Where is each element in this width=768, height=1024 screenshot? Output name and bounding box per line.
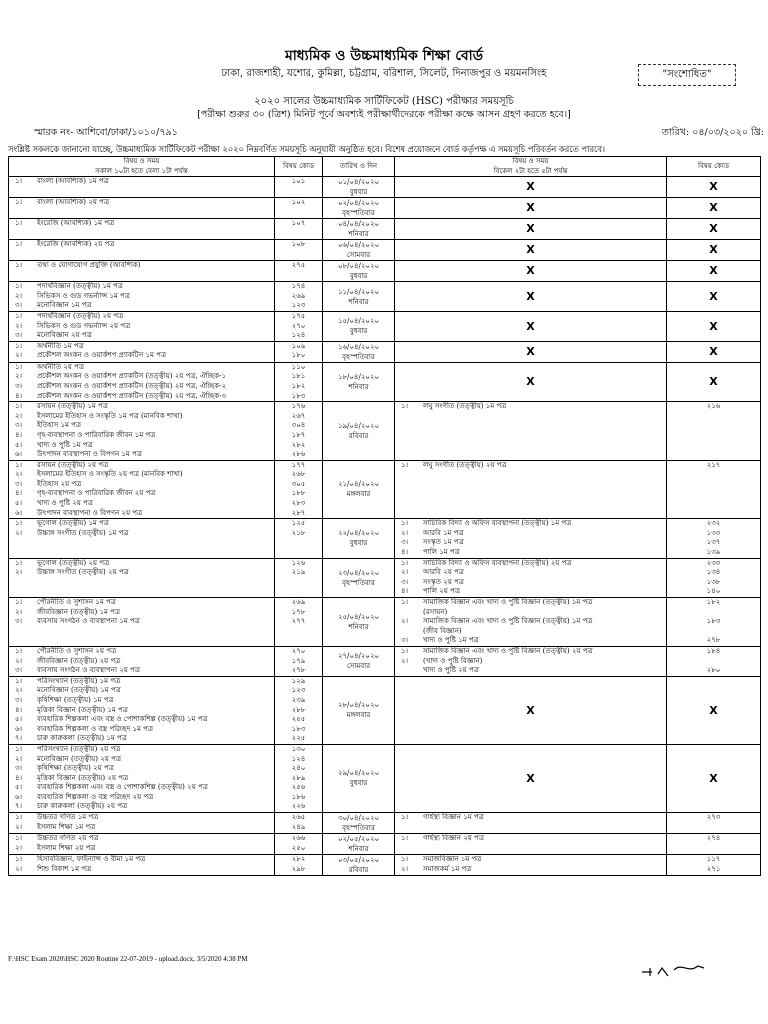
morning-subjects-cell [9, 240, 275, 261]
exam-date: ১৫/০৪/২০২০ [337, 317, 380, 326]
afternoon-code-cell: ২১৬ [667, 402, 761, 461]
morning-subjects-cell [9, 598, 275, 647]
subject-line: (রসায়ন) [423, 607, 448, 616]
exam-date: ২২/০৪/২০২০ [337, 529, 380, 538]
subject-code-cell: ১০১ [275, 177, 323, 198]
morning-subjects-cell [9, 341, 275, 362]
exam-date: ০৮/০৪/২০২০ [337, 262, 380, 271]
subject-line: ২। জীববিজ্ঞান (তত্ত্বীয়) ১ম পত্র [15, 607, 121, 616]
exam-date: ১১/০৪/২০২০ [337, 287, 380, 296]
table-row [9, 219, 761, 240]
table-row [9, 744, 761, 812]
subject-line: ১। ভূগোল (তত্ত্বীয়) ২য় পত্র [15, 558, 110, 567]
exam-day: বৃহস্পতিবার [342, 824, 375, 833]
afternoon-subjects-cell [395, 460, 667, 519]
morning-subjects-cell [9, 519, 275, 558]
subject-line: ১। অর্থনীতি ১ম পত্র [15, 341, 84, 350]
morning-subjects-cell [9, 282, 275, 312]
subject-line: ৪। গৃহ-ব্যবস্থাপনা ও পারিবারিক জীবন ২য় পত্র [15, 489, 156, 498]
exam-title: ২০২০ সালের উচ্চমাধ্যমিক সার্টিফিকেট (HSC) পরীক্ষার সময়সূচি [254, 96, 514, 107]
afternoon-code-cell: X [667, 341, 761, 362]
afternoon-code-cell: ১১৭ ২৭১ [667, 855, 761, 876]
subject-line: ৪। পালি ১ম পত্র [401, 548, 460, 557]
exam-date: ১৮/০৪/২০২০ [337, 372, 380, 381]
date-day-cell [323, 341, 395, 362]
date-day-cell [323, 261, 395, 282]
subject-code-cell: ২৮২ ২৯৮ [275, 855, 323, 876]
morning-subjects-cell [9, 311, 275, 341]
morning-subjects-cell [9, 813, 275, 834]
subject-line: ৪। মৃত্তিকা বিজ্ঞান (তত্ত্বীয়) ২য় পত্র [15, 773, 129, 782]
subject-code-cell: ১২৯ ১২৩ ২৩৯ ২৮৮ ২৫৫ ১৮৩ ২২৫ [275, 676, 323, 744]
afternoon-subjects-cell: X [395, 240, 667, 261]
subject-line: ৩। ইতিহাস ১ম পত্র [15, 421, 82, 430]
subject-code-cell: ২৭০ ১৭৯ ২৭৮ [275, 646, 323, 676]
subject-code-cell: ১৩০ ১২৪ ২৪০ ২৮৯ ২৫৬ ১৮৬ ২২৬ [275, 744, 323, 812]
exam-day: শনিবার [348, 382, 369, 391]
table-row [9, 362, 761, 401]
exam-day: বৃহস্পতিবার [342, 209, 375, 218]
morning-subjects-cell [9, 676, 275, 744]
afternoon-code-cell: ১৮৪ ২৮০ [667, 646, 761, 676]
subject-line: ২। সামাজিক বিজ্ঞান এবং খাদ্য ও পুষ্টি বিজ্ঞান (তত্ত্বীয়) ১ম পত্র [401, 617, 593, 626]
exam-date: ০৪/০৪/২০২০ [337, 220, 380, 229]
table-row [9, 311, 761, 341]
subject-code-cell: ১১০ ১৮১ ১৮২ ১৮৩ [275, 362, 323, 401]
exam-date: ০৩/০৫/২০২০ [337, 856, 380, 865]
date-day-cell [323, 676, 395, 744]
subject-line: ২। মনোবিজ্ঞান (তত্ত্বীয়) ১ম পত্র [15, 686, 121, 695]
afternoon-subjects-cell [395, 813, 667, 834]
subject-line: ২। সিভিকস ও গুড গভর্ন্যান্স ২য় পত্র [15, 321, 131, 330]
subject-line: ১। পরিসংখ্যান (তত্ত্বীয়) ২য় পত্র [15, 744, 121, 753]
date-day-cell [323, 558, 395, 597]
date-day-cell [323, 282, 395, 312]
subject-code-cell: ১৭৫ ২৭০ ১২৪ [275, 311, 323, 341]
subject-line: ২। প্রকৌশল অংকন ও ওয়ার্কশপ প্র্যাকটিস ১ম পত্র [15, 351, 166, 360]
afternoon-subjects-cell: X [395, 341, 667, 362]
date-day-cell [323, 519, 395, 558]
afternoon-subjects-cell: X [395, 282, 667, 312]
date-day-cell [323, 744, 395, 812]
subject-code-cell: ১৭৬ ২৬৭ ৩০৪ ১৮৭ ২৮২ ২৮৬ [275, 402, 323, 461]
revised-badge: "সংশোধিত" [638, 64, 736, 86]
subject-code-cell: ১০২ [275, 198, 323, 219]
afternoon-code-cell: X [667, 261, 761, 282]
afternoon-code-cell: ১৮২ ১৮৩ ২৭৮ [667, 598, 761, 647]
subject-line: ৩। মনোবিজ্ঞান ১ম পত্র [15, 301, 92, 310]
subject-line: ২। ইসলাম শিক্ষা ২য় পত্র [15, 843, 96, 852]
header-date-day: তারিখ ও দিন [323, 157, 395, 177]
table-row [9, 177, 761, 198]
subject-line: ৬। উৎপাদন ব্যবস্থাপনা ও বিপণন ১ম পত্র [15, 450, 142, 459]
subject-line: ১। গার্হস্থ্য বিজ্ঞান ২য় পত্র [401, 834, 485, 843]
morning-subjects-cell [9, 460, 275, 519]
subject-line: ১। ইংরেজি (আবশ্যিক) ১ম পত্র [15, 219, 115, 228]
subject-line: ৫। খাদ্য ও পুষ্টি ১ম পত্র [15, 440, 93, 449]
notice-text: সংশ্লিষ্ট সকলকে জানানো যাচ্ছে, উচ্চমাধ্যমিক সার্টিফিকেট পরীক্ষা ২০২০ নিম্নবর্ণিত সময়সূচি অনুযায়ী অনুষ্ঠিত হবে। বিশেষ প্রয়োজনে বোর্ড কর্তৃপক্ষ এ সময়সূচি পরিবর্তন করতে পারবে। [8, 144, 605, 154]
subject-line: ২। আরবি ১ম পত্র [401, 528, 464, 537]
subject-line: খাদ্য ও পুষ্টি ২য় পত্র [423, 666, 479, 675]
subject-line: ১। লঘু সংগীত (তত্ত্বীয়) ১ম পত্র [401, 402, 507, 411]
subject-line: ১। হিসাববিজ্ঞান, ফাইন্যান্স ও বীমা ১ম পত্র [15, 855, 146, 864]
board-cities: ঢাকা, রাজশাহী, যশোর, কুমিল্লা, চট্টগ্রাম, বরিশাল, সিলেট, দিনাজপুর ও ময়মনসিংহ [221, 68, 547, 79]
subject-line: ১। পদার্থবিজ্ঞান (তত্ত্বীয়) ১ম পত্র [15, 282, 123, 291]
subject-code-cell: ১৭৪ ২৬৯ ১২৩ [275, 282, 323, 312]
subject-line: ১। পৌরনীতি ও সুশাসন ২য় পত্র [15, 646, 117, 655]
table-row [9, 558, 761, 597]
date-day-cell [323, 219, 395, 240]
date-day-cell [323, 311, 395, 341]
exam-day: শনিবার [348, 230, 369, 239]
subject-line: ১। অর্থনীতি ২য় পত্র [15, 362, 85, 371]
exam-day: বুধবার [349, 327, 368, 336]
exam-day: শনিবার [348, 297, 369, 306]
subject-line: ১। সাচিবিক বিদ্যা ও অফিস ব্যবস্থাপনা (তত্ত্বীয়) ১ম পত্র [401, 519, 572, 528]
morning-subjects-cell [9, 362, 275, 401]
subject-line: ৪। প্রকৌশল অংকন ও ওয়ার্কশপ প্র্যাকটিস (তত্ত্বীয়) ২য় পত্র, ঐচ্ছিক-৩ [15, 391, 227, 400]
subject-code-cell: ২৬৯ ১৭৮ ২৭৭ [275, 598, 323, 647]
subject-line: ২। জীববিজ্ঞান (তত্ত্বীয়) ২য় পত্র [15, 656, 121, 665]
date-day-cell [323, 198, 395, 219]
subject-line: ২। ইসলামের ইতিহাস ও সংস্কৃতি ২য় পত্র (মানবিক শাখা) [15, 470, 183, 479]
subject-line: ১। রসায়ন (তত্ত্বীয়) ২য় পত্র [15, 460, 109, 469]
exam-date: ২৮/০৪/২০২০ [337, 701, 380, 710]
date-day-cell [323, 646, 395, 676]
table-body [9, 177, 761, 876]
date-day-cell [323, 362, 395, 401]
table-row [9, 855, 761, 876]
table-row [9, 676, 761, 744]
exam-day: রবিবার [348, 866, 369, 875]
subject-line: ৪। পালি ২য় পত্র [401, 587, 461, 596]
afternoon-code-cell: ২৭৩ [667, 813, 761, 834]
date-day-cell [323, 855, 395, 876]
subject-line: ৫। ব্যবহারিক শিল্পকলা এবং বস্ত্র ও পোশাকশিল্প (তত্ত্বীয়) ২য় পত্র [15, 783, 208, 792]
afternoon-code-cell: X [667, 362, 761, 401]
date-day-cell [323, 598, 395, 647]
date-day-cell [323, 402, 395, 461]
header-morning: বিষয় ও সময় সকাল ১০টা হতে বেলা ১টা পর্যন্ত [9, 157, 275, 177]
afternoon-subjects-cell: X [395, 198, 667, 219]
exam-day: সোমবার [346, 662, 371, 671]
exam-date: ৩০/০৪/২০২০ [337, 814, 380, 823]
exam-date: ০১/০৪/২০২০ [337, 178, 380, 187]
exam-date: ০২/০৫/২০২০ [337, 835, 380, 844]
subject-line: ২। সিভিকস ও গুড গভর্ন্যান্স ১ম পত্র [15, 291, 130, 300]
table-row [9, 813, 761, 834]
subject-line: ৩। ব্যবসায় সংগঠন ও ব্যবস্থাপনা ১ম পত্র [15, 617, 140, 626]
table-row [9, 834, 761, 855]
subject-line: ৪। গৃহ-ব্যবস্থাপনা ও পারিবারিক জীবন ১ম পত্র [15, 430, 156, 439]
afternoon-subjects-cell: X [395, 362, 667, 401]
exam-day: মঙ্গলবার [346, 711, 371, 720]
routine-table [8, 156, 761, 876]
afternoon-subjects-cell [395, 598, 667, 647]
subject-line: ৩। খাদ্য ও পুষ্টি ১ম পত্র [401, 636, 479, 645]
exam-day: রবিবার [348, 431, 369, 440]
subject-line: ৫। খাদ্য ও পুষ্টি ২য় পত্র [15, 499, 93, 508]
exam-day: বৃহস্পতিবার [342, 352, 375, 361]
table-row [9, 598, 761, 647]
table-row [9, 261, 761, 282]
subject-code-cell: ১২৬ ২১৯ [275, 558, 323, 597]
subject-line: ৭। চারু কারুকলা (তত্ত্বীয়) ১ম পত্র [15, 734, 127, 743]
exam-date: ২৩/০৪/২০২০ [337, 568, 380, 577]
subject-line: ১। উচ্চতর গণিত ১ম পত্র [15, 813, 99, 822]
exam-day: শনিবার [348, 845, 369, 854]
date-day-cell [323, 240, 395, 261]
subject-line: ১। বাংলা (আবশ্যিক) ২য় পত্র [15, 198, 110, 207]
subject-line: ১। সমাজবিজ্ঞান ১ম পত্র [401, 855, 482, 864]
morning-subjects-cell [9, 198, 275, 219]
afternoon-subjects-cell: X [395, 744, 667, 812]
subject-line: ১। রসায়ন (তত্ত্বীয়) ১ম পত্র [15, 402, 108, 411]
subject-line: ২। মনোবিজ্ঞান (তত্ত্বীয়) ২য় পত্র [15, 754, 122, 763]
subject-line: ৪। মৃত্তিকা বিজ্ঞান (তত্ত্বীয়) ১ম পত্র [15, 705, 128, 714]
subject-code-cell: ২৬৫ ২৪৯ [275, 813, 323, 834]
file-path-footer: F:\HSC Exam 2020\HSC 2020 Routine 22-07-2019 - upload.docx, 3/5/2020 4:38 PM [8, 955, 248, 963]
subject-line: ৩। কৃষিশিক্ষা (তত্ত্বীয়) ২য় পত্র [15, 764, 114, 773]
signature-image [638, 958, 708, 980]
subject-line: ৩। কৃষিশিক্ষা (তত্ত্বীয়) ১ম পত্র [15, 695, 114, 704]
morning-subjects-cell [9, 558, 275, 597]
table-header-row [9, 157, 761, 177]
subject-line: ২। ইসলামের ইতিহাস ও সংস্কৃতি ১ম পত্র (মানবিক শাখা) [15, 411, 183, 420]
subject-line: ৩। সংস্কৃত ১ম পত্র [401, 538, 464, 547]
afternoon-subjects-cell: X [395, 219, 667, 240]
table-row [9, 402, 761, 461]
memo-date: তারিখ: ০৪/০৩/২০২০ খ্রি: [661, 127, 764, 138]
table-row [9, 460, 761, 519]
exam-date: ২৭/০৪/২০২০ [337, 652, 380, 661]
exam-date: ১৯/০৪/২০২০ [337, 421, 380, 430]
afternoon-subjects-cell [395, 646, 667, 676]
date-day-cell [323, 177, 395, 198]
exam-day: বুধবার [349, 779, 368, 788]
subject-line: ১। উচ্চতর গণিত ২য় পত্র [15, 834, 99, 843]
table-row [9, 646, 761, 676]
exam-date: ২৯/০৪/২০২০ [337, 769, 380, 778]
morning-subjects-cell [9, 646, 275, 676]
exam-day: বুধবার [349, 539, 368, 548]
subject-line: ৩। প্রকৌশল অংকন ও ওয়ার্কশপ প্র্যাকটিস (তত্ত্বীয়) ২য় পত্র, ঐচ্ছিক-২ [15, 381, 227, 390]
exam-date: ১৬/০৪/২০২০ [337, 342, 380, 351]
subject-line: ১। সাচিবিক বিদ্যা ও অফিস ব্যবস্থাপনা (তত্ত্বীয়) ২য় পত্র [401, 558, 572, 567]
afternoon-code-cell: X [667, 676, 761, 744]
subject-code-cell: ১২৫ ২১৮ [275, 519, 323, 558]
afternoon-subjects-cell: X [395, 261, 667, 282]
afternoon-subjects-cell [395, 519, 667, 558]
subject-line: ২। সমাজকর্ম ১ম পত্র [401, 864, 472, 873]
subject-line: ৭। চারু কারুকলা (তত্ত্বীয়) ২য় পত্র [15, 802, 128, 811]
morning-subjects-cell [9, 219, 275, 240]
exam-day: বুধবার [349, 272, 368, 281]
afternoon-code-cell: X [667, 282, 761, 312]
exam-day: বুধবার [349, 188, 368, 197]
board-title: মাধ্যমিক ও উচ্চমাধ্যমিক শিক্ষা বোর্ড [284, 48, 484, 64]
afternoon-code-cell: ২৭৪ [667, 834, 761, 855]
afternoon-code-cell: X [667, 744, 761, 812]
afternoon-code-cell: ২৩২ ১৩৩ ১৩৭ ১৩৯ [667, 519, 761, 558]
afternoon-subjects-cell: X [395, 177, 667, 198]
subject-line: ২। আরবি ২য় পত্র [401, 568, 464, 577]
subject-code-cell: ২৭৫ [275, 261, 323, 282]
subject-code-cell: ২৬৬ ২৫০ [275, 834, 323, 855]
exam-day: বৃহস্পতিবার [342, 578, 375, 587]
subject-line: ২। উচ্চাঙ্গ সংগীত (তত্ত্বীয়) ১ম পত্র [15, 528, 129, 537]
exam-date: ২১/০৪/২০২০ [337, 480, 380, 489]
subject-code-cell: ১০৮ [275, 240, 323, 261]
subject-line: (জীব বিজ্ঞান) [423, 626, 462, 635]
date-day-cell [323, 813, 395, 834]
subject-code-cell: ১০৯ ১৮০ [275, 341, 323, 362]
subject-line: ৫। ব্যবহারিক শিল্পকলা এবং বস্ত্র ও পোশাকশিল্প (তত্ত্বীয়) ১ম পত্র [15, 715, 208, 724]
subject-line: ১। লঘু সংগীত (তত্ত্বীয়) ২য় পত্র [401, 460, 507, 469]
subject-line: ১। পদার্থবিজ্ঞান (তত্ত্বীয়) ২য় পত্র [15, 311, 124, 320]
afternoon-subjects-cell [395, 402, 667, 461]
afternoon-subjects-cell: X [395, 676, 667, 744]
subject-line: ২। (খাদ্য ও পুষ্টি বিজ্ঞান) [401, 656, 483, 665]
morning-subjects-cell [9, 177, 275, 198]
subject-line: ৩। ব্যবসায় সংগঠন ও ব্যবস্থাপনা ২য় পত্র [15, 666, 141, 675]
date-day-cell [323, 460, 395, 519]
exam-date: ২৫/০৪/২০২০ [337, 612, 380, 621]
subject-line: ১। গার্হস্থ্য বিজ্ঞান ১ম পত্র [401, 813, 484, 822]
exam-date: ০২/০৪/২০২০ [337, 199, 380, 208]
subject-line: ১। সামাজিক বিজ্ঞান এবং খাদ্য ও পুষ্টি বিজ্ঞান (তত্ত্বীয়) ১ম পত্র [401, 598, 593, 606]
exam-day: সোমবার [346, 251, 371, 260]
table-row [9, 240, 761, 261]
afternoon-subjects-cell: X [395, 311, 667, 341]
afternoon-code-cell: X [667, 198, 761, 219]
subject-line: ২। শিশু বিকাশ ১ম পত্র [15, 864, 92, 873]
morning-subjects-cell [9, 261, 275, 282]
morning-subjects-cell [9, 855, 275, 876]
subject-line: ১। বাংলা (আবশ্যিক) ১ম পত্র [15, 177, 109, 186]
subject-line: ১। পৌরনীতি ও সুশাসন ১ম পত্র [15, 598, 116, 606]
subject-line: ২। উচ্চাঙ্গ সংগীত (তত্ত্বীয়) ২য় পত্র [15, 568, 129, 577]
subject-code-cell: ১৭৭ ২৬৮ ৩০৫ ১৮৮ ২৮৩ ২৮৭ [275, 460, 323, 519]
table-row [9, 341, 761, 362]
subject-line: ১। পরিসংখ্যান (তত্ত্বীয়) ১ম পত্র [15, 676, 121, 685]
afternoon-code-cell: X [667, 311, 761, 341]
subject-line: ৩। ইতিহাস ২য় পত্র [15, 479, 82, 488]
morning-subjects-cell [9, 744, 275, 812]
exam-instruction: [পরীক্ষা শুরুর ৩০ (ত্রিশ) মিনিট পূর্বে অবশ্যই পরীক্ষার্থীদেরকে পরীক্ষা কক্ষে আসন গ্রহণ করতে হবে।] [197, 109, 571, 120]
afternoon-code-cell: X [667, 219, 761, 240]
subject-line: ১। সামাজিক বিজ্ঞান এবং খাদ্য ও পুষ্টি বিজ্ঞান (তত্ত্বীয়) ২য় পত্র [401, 646, 593, 655]
subject-line: ৩। মনোবিজ্ঞান ২য় পত্র [15, 331, 92, 340]
subject-code-cell: ১০৭ [275, 219, 323, 240]
exam-date: ০৬/০৪/২০২০ [337, 241, 380, 250]
table-row [9, 198, 761, 219]
memo-number: স্মারক নং- আশিবো/ঢাকা/১০১০/৭৯১ [34, 127, 178, 138]
table-row [9, 282, 761, 312]
subject-line: ১। ভূগোল (তত্ত্বীয়) ১ম পত্র [15, 519, 109, 528]
subject-line: ৩। সংস্কৃত ২য় পত্র [401, 577, 464, 586]
exam-day: মঙ্গলবার [346, 490, 371, 499]
afternoon-code-cell: ২৩৩ ১৩৪ ১৩৮ ১৪০ [667, 558, 761, 597]
afternoon-subjects-cell [395, 855, 667, 876]
afternoon-code-cell: X [667, 177, 761, 198]
header-subject-code: বিষয় কোড [275, 157, 323, 177]
morning-subjects-cell [9, 402, 275, 461]
afternoon-subjects-cell [395, 558, 667, 597]
afternoon-code-cell: ২১৭ [667, 460, 761, 519]
header-afternoon: বিষয় ও সময় বিকেল ২টা হতে ৫টা পর্যন্ত [395, 157, 667, 177]
subject-line: ৬। ব্যবহারিক শিল্পকলা ও বস্ত্র পরিচ্ছদ ২য় পত্র [15, 792, 154, 801]
subject-line: ১। ইংরেজি (আবশ্যিক) ২য় পত্র [15, 240, 115, 249]
afternoon-code-cell: X [667, 240, 761, 261]
subject-line: ১। তথ্য ও যোগাযোগ প্রযুক্তি (আবশ্যিক) [15, 261, 141, 270]
afternoon-subjects-cell [395, 834, 667, 855]
exam-day: শনিবার [348, 622, 369, 631]
subject-line: ৬। উৎপাদন ব্যবস্থাপনা ও বিপণন ২য় পত্র [15, 508, 143, 517]
header-subject-code-2: বিষয় কোড [667, 157, 761, 177]
morning-subjects-cell [9, 834, 275, 855]
subject-line: ৬। ব্যবহারিক শিল্পকলা ও বস্ত্র পরিচ্ছদ ১ম পত্র [15, 724, 154, 733]
subject-line: ২। প্রকৌশল অংকন ও ওয়ার্কশপ প্র্যাকটিস (তত্ত্বীয়) ২য় পত্র, ঐচ্ছিক-১ [15, 372, 227, 381]
date-day-cell [323, 834, 395, 855]
table-row [9, 519, 761, 558]
subject-line: ২। ইসলাম শিক্ষা ১ম পত্র [15, 822, 96, 831]
